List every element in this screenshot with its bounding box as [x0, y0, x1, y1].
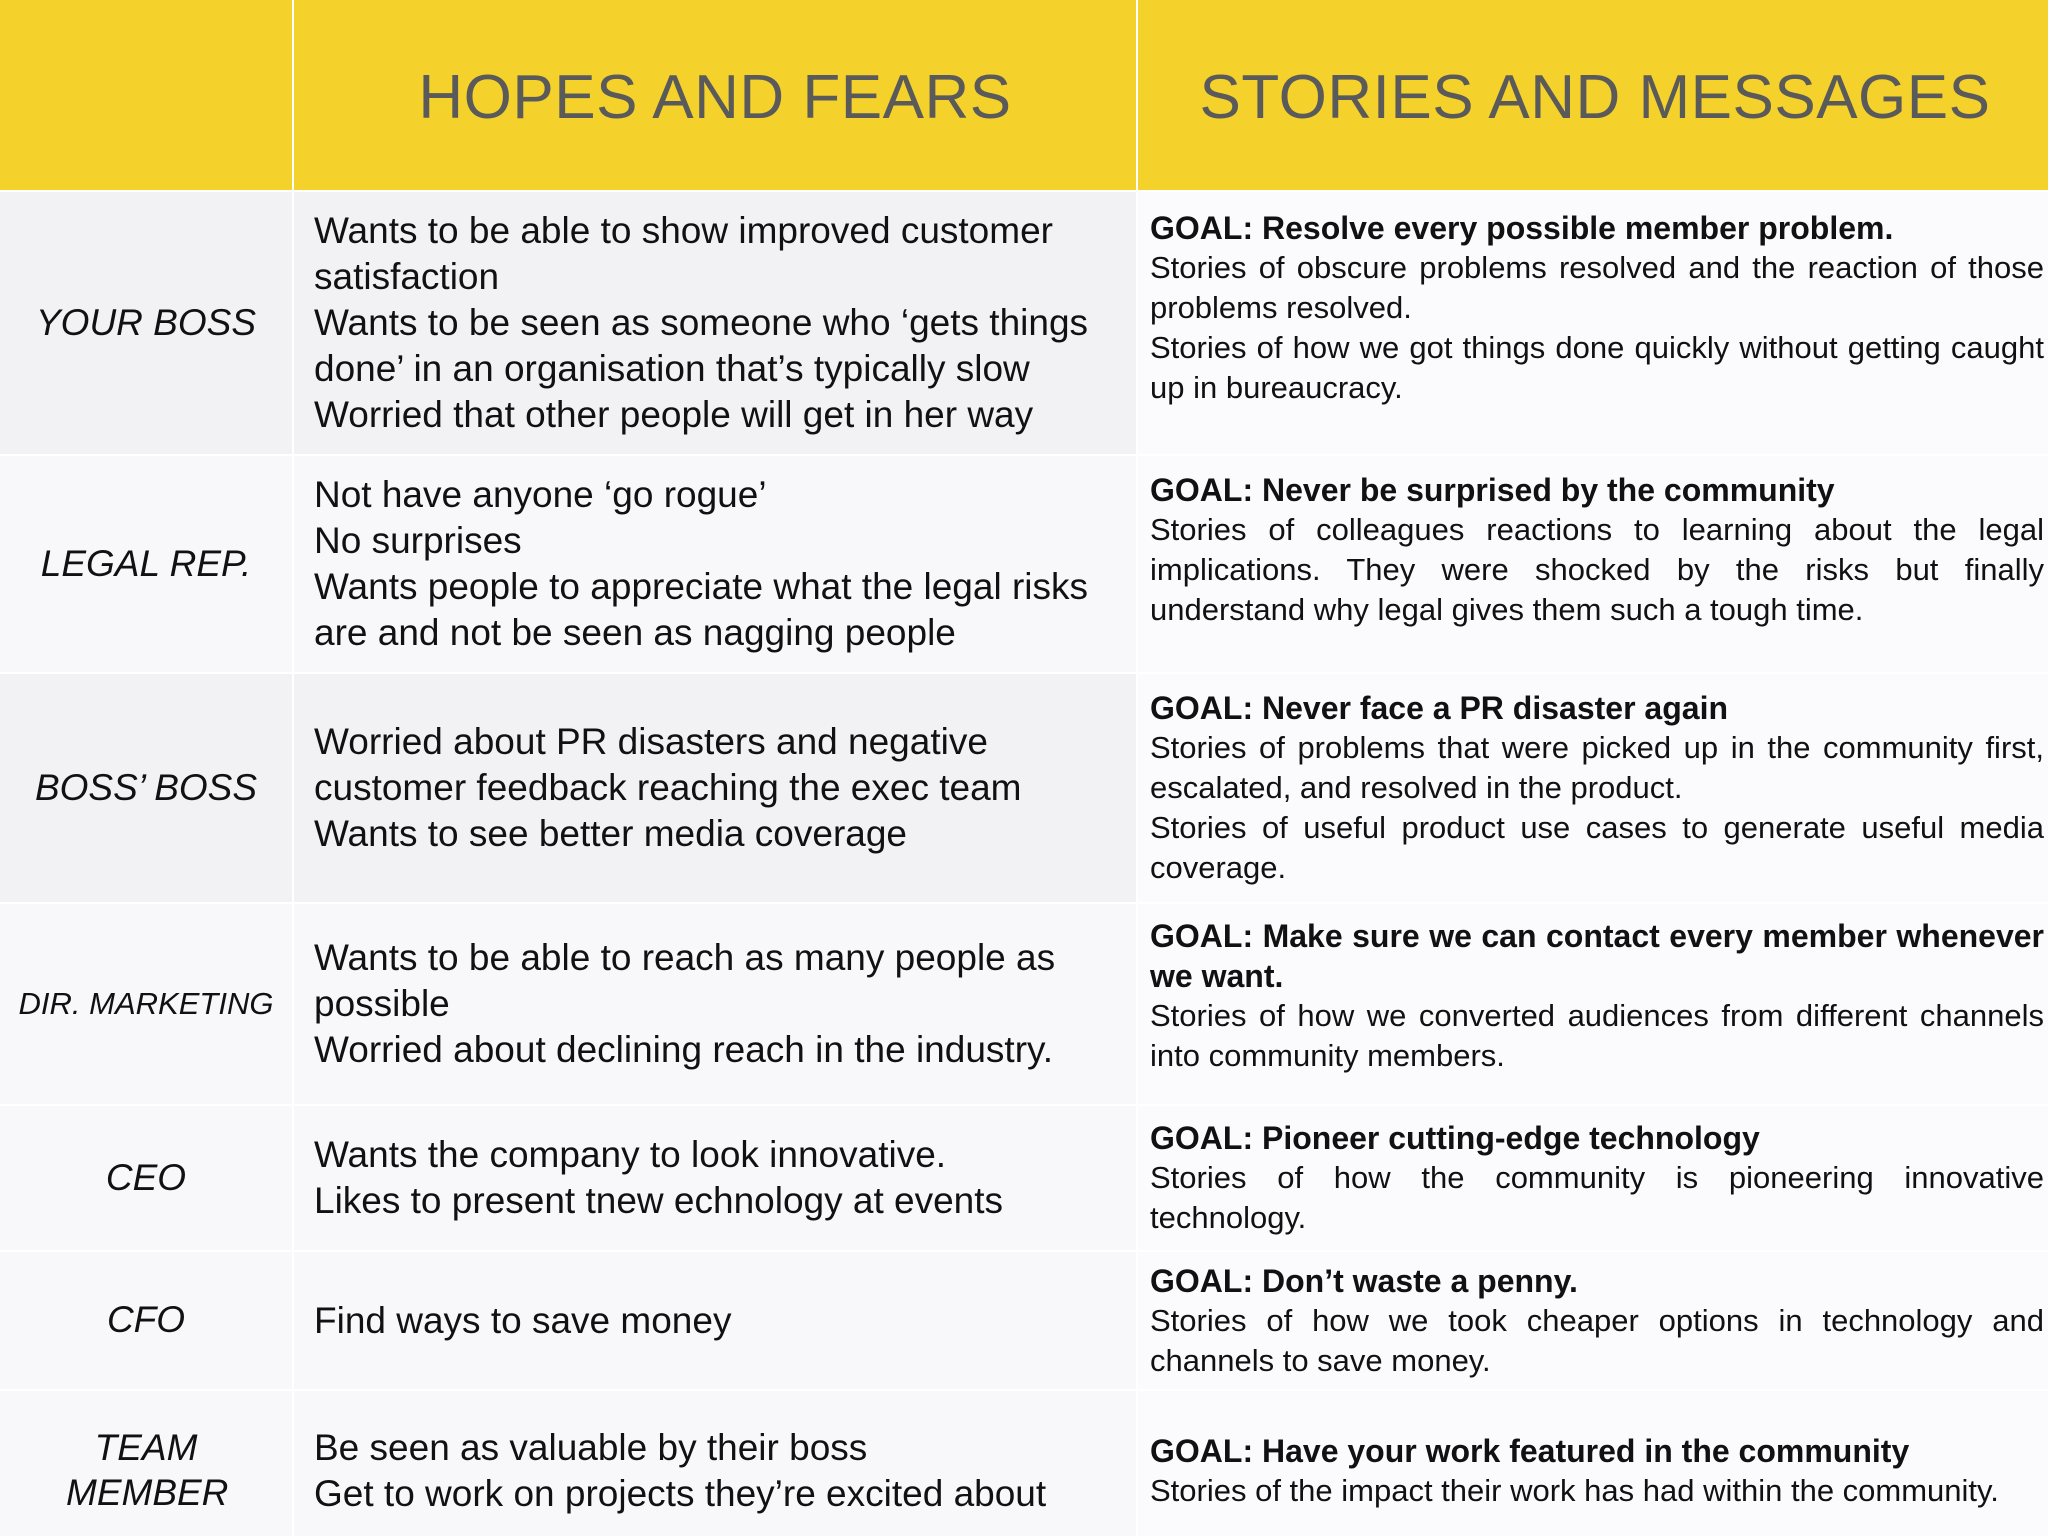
header-empty-cell: [0, 0, 292, 190]
story-your-boss: [1138, 192, 2048, 454]
hope-line: Worried about PR disasters and negative customer feedback reaching the exec team: [314, 721, 1022, 808]
goal-text: GOAL: Have your work featured in the community: [1150, 1432, 1910, 1469]
hope-line: Wants to be able to reach as many people as possible: [314, 937, 1056, 1024]
story-text: Stories of useful product use cases to generate useful media coverage.: [1150, 810, 2044, 885]
role-legal-rep: LEGAL REP.: [0, 456, 292, 672]
role-cfo: CFO: [0, 1252, 292, 1389]
hope-line: Wants to see better media coverage: [314, 813, 907, 854]
story-boss-boss: [1138, 674, 2048, 902]
hopes-team-member: [294, 1391, 1136, 1536]
story-text: Stories of how we got things done quickly without getting caught up in bureaucracy.: [1150, 330, 2044, 405]
role-team-member-label: TEAM MEMBER: [66, 1427, 229, 1513]
role-boss-boss: BOSS’ BOSS: [0, 674, 292, 902]
story-text: Stories of obscure problems resolved and the reaction of those problems resolved.: [1150, 250, 2044, 325]
hopes-your-boss: [294, 192, 1136, 454]
story-ceo: [1138, 1106, 2048, 1250]
story-cfo: [1138, 1252, 2048, 1389]
story-dir-marketing: [1138, 904, 2048, 1104]
hope-line: Wants people to appreciate what the legal risks are and not be seen as nagging people: [314, 566, 1089, 653]
goal-text: GOAL: Resolve every possible member problem.: [1150, 210, 1894, 246]
hopes-ceo: [294, 1106, 1136, 1250]
hopes-legal-rep: [294, 456, 1136, 672]
story-text: Stories of how we took cheaper options in technology and channels to save money.: [1150, 1302, 2044, 1378]
hopes-cfo: [294, 1252, 1136, 1389]
story-text: Stories of colleagues reactions to learning about the legal implications. They were shocked by the risks but finally understand why legal gives them such a tough time.: [1150, 512, 2044, 627]
story-text: Stories of how we converted audiences from different channels into community members.: [1150, 998, 2044, 1073]
hope-line: Worried about declining reach in the industry.: [314, 1029, 1054, 1070]
story-text: Stories of how the community is pioneering innovative technology.: [1150, 1160, 2044, 1235]
role-ceo: CEO: [0, 1106, 292, 1250]
story-legal-rep: [1138, 456, 2048, 672]
goal-text: GOAL: Never be surprised by the community: [1150, 472, 1835, 508]
goal-text: GOAL: Don’t waste a penny.: [1150, 1262, 1578, 1299]
goal-text: GOAL: Never face a PR disaster again: [1150, 690, 1728, 726]
goal-text: GOAL: Make sure we can contact every member whenever we want.: [1150, 918, 2044, 994]
hope-line: Wants to be able to show improved customer satisfaction: [314, 210, 1053, 297]
hope-line: Get to work on projects they’re excited about: [314, 1472, 1047, 1514]
story-text: Stories of problems that were picked up in the community first, escalated, and resolved in the product.: [1150, 730, 2044, 805]
story-team-member: [1138, 1391, 2048, 1536]
hope-line: Worried that other people will get in her way: [314, 394, 1034, 435]
header-hopes-and-fears: HOPES AND FEARS: [294, 0, 1136, 190]
header-stories-and-messages: STORIES AND MESSAGES: [1138, 0, 2048, 190]
goal-text: GOAL: Pioneer cutting-edge technology: [1150, 1120, 1760, 1156]
hopes-boss-boss: [294, 674, 1136, 902]
hope-line: Not have anyone ‘go rogue’: [314, 474, 767, 515]
role-your-boss: YOUR BOSS: [0, 192, 292, 454]
hope-line: Find ways to save money: [314, 1299, 732, 1341]
hope-line: Likes to present tnew echnology at events: [314, 1180, 1004, 1221]
hope-line: No surprises: [314, 520, 522, 561]
story-text: Stories of the impact their work has had within the community.: [1150, 1472, 1999, 1508]
hope-line: Wants to be seen as someone who ‘gets things done’ in an organisation that’s typically slow: [314, 302, 1089, 389]
role-team-member: [0, 1391, 292, 1536]
hope-line: Be seen as valuable by their boss: [314, 1426, 868, 1468]
hopes-dir-marketing: [294, 904, 1136, 1104]
hope-line: Wants the company to look innovative.: [314, 1134, 947, 1175]
role-dir-marketing: DIR. MARKETING: [0, 904, 292, 1104]
